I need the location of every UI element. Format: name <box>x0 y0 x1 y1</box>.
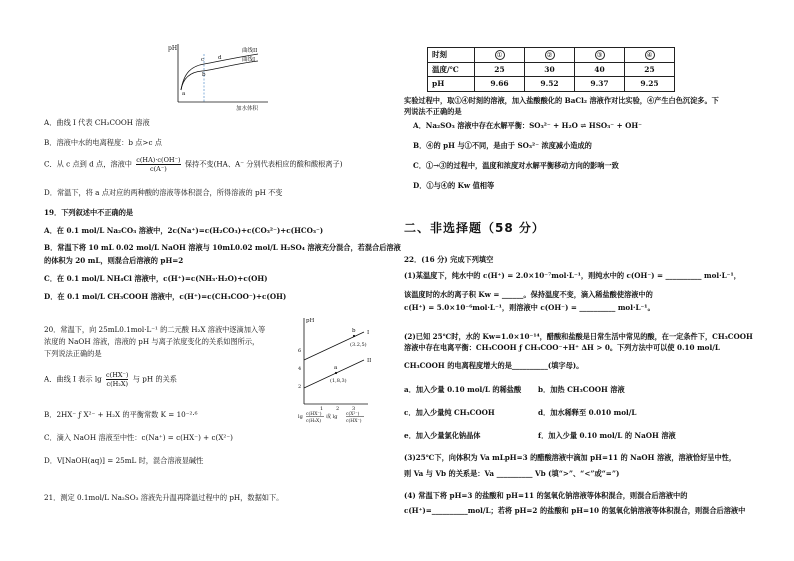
table-row-header: pH <box>428 77 475 92</box>
q18-option-c <box>44 156 343 173</box>
q22-part3-line2: 则 Va 与 Vb 的关系是：Va __________ Vb (填“>”、“<”或“=”) <box>404 469 620 478</box>
q22-part2-line1: (2)已知 25℃时，水的 Kw=1.0×10⁻¹⁴，醋酸和盐酸是日常生活中常见的酸，在一定条件下，CH₃COOH <box>404 332 753 341</box>
q19-option-c: C．在 0.1 mol/L NH₄Cl 溶液中，c(H⁺)=c(NH₃·H₂O)+c(OH) <box>44 274 268 283</box>
table-cell-value: ① <box>495 50 505 60</box>
graph2-x-lg: lg <box>298 414 303 420</box>
q22-option-b: b．加热 CH₃COOH 溶液 <box>538 385 625 394</box>
table-cell: 40 <box>575 62 625 77</box>
q22-option-f: f．加入少量 0.10 mol/L 的 NaOH 溶液 <box>538 431 676 440</box>
q18-c-fraction <box>136 156 180 173</box>
graph2-x-or: 或 lg <box>326 414 338 420</box>
q22-part2-line3: CH₃COOH 的电离程度增大的是__________(填字母)。 <box>404 361 584 370</box>
table-row <box>428 77 675 92</box>
q20-option-b: B．2HX⁻ ƒ X²⁻ + H₂X 的平衡常数 K = 10⁻²·⁶ <box>44 410 198 419</box>
graph1-curve-1 <box>181 61 258 90</box>
q22-stem: 22．(16 分) 完成下列填空 <box>404 255 494 264</box>
q20-a-denominator: c(H₂X) <box>106 380 129 389</box>
q19-option-d: D．在 0.1 mol/L CH₃COOH 溶液中，c(H⁺)=c(CH₃COO⁻)+c(OH) <box>44 292 287 301</box>
graph2-xtick-2: 2 <box>336 406 340 412</box>
q22-part1-line3: c(H⁺) = 5.0×10⁻⁶mol·L⁻¹，则溶液中 c(OH⁻) = __________ mol·L⁻¹。 <box>404 303 655 312</box>
graph2-point-a <box>335 372 337 374</box>
table-row <box>428 48 675 63</box>
q20-a-suffix: 与 pH 的关系 <box>132 374 177 384</box>
graph2-xtick-1: 1 <box>320 406 324 412</box>
q20-option-c: C．滴入 NaOH 溶液至中性：c(Na⁺) = c(HX⁻) + c(X²⁻) <box>44 433 233 442</box>
q19-stem: 19．下列叙述中不正确的是 <box>44 208 134 217</box>
q21-option-d: D．①与④的 Kw 值相等 <box>413 181 495 190</box>
q22-option-e: e．加入少量氯化钠晶体 <box>404 431 481 440</box>
graph1-y-label: pH <box>168 45 178 52</box>
graph2-x-den1: c(H₂X) <box>306 419 321 424</box>
q20-a-fraction <box>106 371 128 388</box>
section-title: 二、非选择题（58 分） <box>404 221 545 235</box>
graph2-label-a: a <box>334 365 338 371</box>
q20-stem-line2: 浓度的 NaOH 溶液，溶液的 pH 与离子浓度变化的关系如图所示， <box>44 337 260 346</box>
graph1-point-a: a <box>182 91 186 97</box>
table-row <box>428 62 675 77</box>
q22-part2-line2: 溶液中存在电离平衡：CH₃COOH ƒ CH₃COO⁻+H⁺ ΔH > 0。下列方法中可以使 0.10 mol/L <box>404 343 720 352</box>
q22-part1-line1: (1)某温度下，纯水中的 c(H⁺) = 2.0×10⁻⁷mol·L⁻¹，则纯水中的 c(OH⁻) = __________ mol·L⁻¹， <box>404 271 741 280</box>
q22-option-d: d．加水稀释至 0.010 mol/L <box>538 408 637 417</box>
table-cell: 9.52 <box>525 77 575 92</box>
table-row-header: 温度/℃ <box>428 62 475 77</box>
q22-part3-line1: (3)25℃下，向体积为 Va mLpH=3 的醋酸溶液中滴加 pH=11 的 NaOH 溶液，溶液恰好呈中性， <box>404 453 737 462</box>
table-cell <box>625 48 675 63</box>
ph-lg-ratio-graph <box>290 314 386 426</box>
q20-option-a <box>44 371 177 388</box>
table-cell: 25 <box>475 62 525 77</box>
q21-option-c: C．①→③的过程中，温度和浓度对水解平衡移动方向的影响一致 <box>413 161 619 170</box>
table-cell-value: ③ <box>595 50 605 60</box>
q21-option-b: B．④的 pH 与①不同，是由于 SO₃²⁻ 浓度减小造成的 <box>413 141 592 150</box>
q19-option-a: A．在 0.1 mol/L Na₂CO₃ 溶液中，2c(Na⁺)=c(H₂CO₃)+c(CO₃²⁻)+c(HCO₃⁻) <box>44 226 324 235</box>
graph1-curve1-label: 曲线I <box>242 57 256 63</box>
q22-option-c: c．加入少量纯 CH₃COOH <box>404 408 495 417</box>
graph2-ytick-4: 4 <box>298 366 302 372</box>
graph2-point-b <box>353 335 355 337</box>
graph2-curve1-label: I <box>367 330 370 336</box>
q20-stem-line1: 20．常温下，向 25mL0.1mol·L⁻¹ 的二元酸 H₂X 溶液中逐滴加入等 <box>44 325 266 334</box>
q18-c-prefix: C．从 c 点到 d 点，溶液中 <box>44 159 132 169</box>
graph2-x-den2: c(HX⁻) <box>346 419 362 424</box>
graph2-point2-coord: (1,8,3) <box>330 378 347 384</box>
q18-option-b: B．溶液中水的电离程度：b 点>c 点 <box>44 138 162 147</box>
table-cell: 25 <box>625 62 675 77</box>
table-cell-value: ④ <box>645 50 655 60</box>
graph1-curve2-label: 曲线II <box>242 48 258 54</box>
q20-a-prefix: A．曲线 I 表示 lg <box>44 374 102 384</box>
q21-experiment-line1: 实验过程中，取①④时刻的溶液，加入盐酸酸化的 BaCl₂ 溶液作对比实验，④产生白色沉淀多。下 <box>404 96 719 105</box>
graph2-xtick-3: 3 <box>352 406 356 412</box>
graph1-x-label: 加水体积 <box>236 106 259 112</box>
q22-part1-line2: 该温度时的水的离子积 Kw = ______。保持温度不变，滴入稀盐酸使溶液中的 <box>404 290 653 299</box>
q18-c-suffix: 保持不变(HA、A⁻ 分别代表相应的酸和酸根离子) <box>184 159 343 169</box>
q21-experiment-line2: 列说法不正确的是 <box>404 107 462 116</box>
table-cell: 9.37 <box>575 77 625 92</box>
graph1-point-d: d <box>218 55 222 61</box>
graph2-x-num1: c(HX⁻) <box>306 412 322 417</box>
q22-part4-line1: (4) 常温下将 pH=3 的盐酸和 pH=11 的氢氧化钠溶液等体积混合，则混合后溶液中的 <box>404 491 688 500</box>
q21-stem: 21．测定 0.1mol/L Na₂SO₃ 溶液先升温再降温过程中的 pH，数据如下。 <box>44 493 284 502</box>
table-cell <box>575 48 625 63</box>
graph2-point1-coord: (3.2,5) <box>350 342 367 348</box>
table-cell: 9.66 <box>475 77 525 92</box>
q20-stem-line3: 下列说法正确的是 <box>44 349 102 358</box>
graph2-y-label: pH <box>306 318 315 324</box>
q19-option-b-line2: 的体积为 20 mL，则混合后溶液的 pH=2 <box>44 256 184 265</box>
q18-option-a: A．曲线 I 代表 CH₃COOH 溶液 <box>44 118 150 127</box>
graph1-point-b: b <box>202 72 206 78</box>
graph2-ytick-6: 6 <box>298 348 302 354</box>
q21-option-a: A．Na₂SO₃ 溶液中存在水解平衡：SO₃²⁻ + H₂O ⇌ HSO₃⁻ + OH⁻ <box>413 121 642 130</box>
table-cell: 30 <box>525 62 575 77</box>
graph1-point-c: c <box>201 57 205 63</box>
graph2-ytick-2: 2 <box>298 384 302 390</box>
graph2-label-b: b <box>352 328 356 334</box>
q20-a-numerator: c(HX⁻) <box>106 371 129 379</box>
ph-dilution-graph <box>168 40 278 112</box>
q22-part4-line2: c(H⁺)=__________mol/L；若将 pH=2 的盐酸和 pH=10 的氢氧化钠溶液等体积混合，则混合后溶液中 <box>404 506 746 515</box>
q18-c-denominator: c(A⁻) <box>149 165 167 174</box>
table-cell <box>475 48 525 63</box>
q20-option-d: D．V[NaOH(aq)] = 25mL 时，混合溶液显碱性 <box>44 456 204 465</box>
q18-c-numerator: c(HA)·c(OH⁻) <box>136 156 181 164</box>
graph2-x-num2: c(X²⁻) <box>346 412 360 417</box>
table-row-header: 时刻 <box>428 48 475 63</box>
q22-option-a: a．加入少量 0.10 mol/L 的稀盐酸 <box>404 385 522 394</box>
temperature-ph-table <box>427 47 675 92</box>
table-cell <box>525 48 575 63</box>
table-cell: 9.25 <box>625 77 675 92</box>
q18-option-d: D．常温下，将 a 点对应的两种酸的溶液等体积混合，所得溶液的 pH 不变 <box>44 188 283 197</box>
q19-option-b-line1: B．常温下将 10 mL 0.02 mol/L NaOH 溶液与 10mL0.02 mol/L H₂SO₄ 溶液充分混合，若混合后溶液 <box>44 243 401 252</box>
graph2-curve2-label: II <box>367 358 372 364</box>
table-cell-value: ② <box>545 50 555 60</box>
